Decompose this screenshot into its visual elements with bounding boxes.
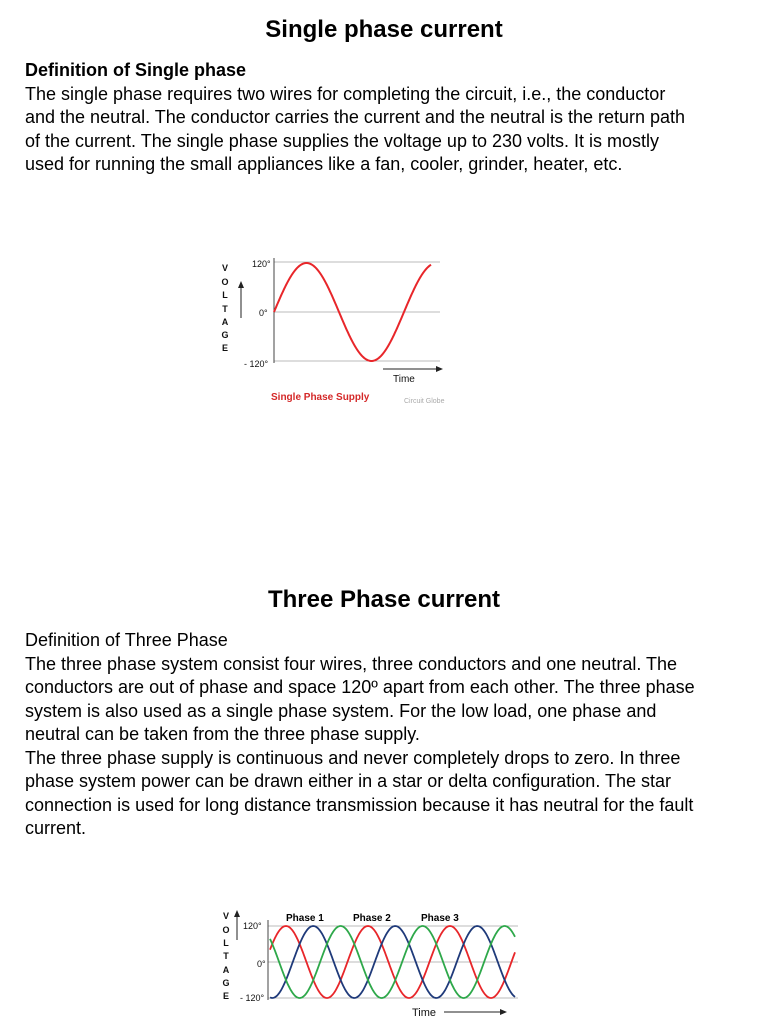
tick-bottom: - 120°	[244, 359, 269, 369]
section2-line: neutral can be taken from the three phase supply.	[25, 724, 420, 744]
axis-letter: A	[222, 965, 230, 975]
section1-title: Single phase current	[265, 16, 503, 43]
axis-letter: E	[222, 991, 230, 1001]
axis-letter: G	[221, 330, 229, 340]
legend-phase-2: Phase 2	[353, 913, 391, 924]
arrow-head-icon	[500, 1009, 507, 1015]
tick-mid: 0°	[257, 959, 266, 969]
arrow-head-icon	[436, 366, 443, 372]
tick-top: 120°	[243, 921, 262, 931]
section2-line: The three phase supply is continuous and never completely drops to zero. In three	[25, 747, 681, 768]
section1-subheading: Definition of Single phase	[25, 60, 247, 80]
axis-letter: E	[221, 343, 229, 353]
time-label: Time	[393, 374, 415, 385]
section2-title: Three Phase current	[267, 586, 501, 613]
axis-letter: G	[222, 978, 230, 988]
tick-top: 120°	[252, 259, 271, 269]
section1-line: used for running the small appliances like a fan, cooler, grinder, heater, etc.	[25, 154, 623, 174]
section1-line: and the neutral. The conductor carries the current and the neutral is the return path	[25, 107, 686, 127]
arrow-head-icon	[238, 281, 244, 288]
section2-line: conductors are out of phase and space 120º apart from each other. The three phase	[25, 677, 695, 697]
section1-body	[25, 59, 750, 177]
three-phase-figure	[0, 900, 768, 1024]
legend-phase-3: Phase 3	[421, 913, 459, 924]
axis-letter: T	[222, 304, 228, 314]
axis-letter: V	[221, 263, 229, 273]
axis-letter: T	[223, 951, 229, 961]
arrow-head-icon	[234, 910, 240, 917]
section2-line: system is also used as a single phase system. For the low load, one phase and	[25, 700, 657, 721]
axis-letter: O	[221, 277, 229, 287]
legend-phase-1: Phase 1	[286, 913, 324, 924]
section2-line: connection is used for long distance transmission because it has neutral for the fault	[25, 794, 694, 815]
section1-line: of the current. The single phase supplies the voltage up to 230 volts. It is mostly	[25, 130, 660, 151]
tick-mid: 0°	[259, 308, 268, 318]
section1-line: The single phase requires two wires for completing the circuit, i.e., the conductor	[25, 83, 666, 104]
axis-letter: O	[222, 925, 230, 935]
time-label: Time	[412, 1007, 437, 1019]
section2-line: The three phase system consist four wires, three conductors and one neutral. The	[25, 653, 678, 674]
watermark: Circuit Globe	[404, 398, 445, 405]
section2-line: current.	[25, 818, 87, 838]
axis-letter: V	[222, 911, 230, 921]
axis-letter: A	[221, 317, 229, 327]
axis-letter: L	[222, 290, 228, 300]
single-phase-figure	[0, 250, 768, 450]
section2-subheading: Definition of Three Phase	[25, 630, 228, 650]
section2-body	[25, 629, 750, 841]
section2-line: phase system power can be drawn either in a star or delta configuration. The star	[25, 771, 672, 791]
tick-bottom: - 120°	[240, 993, 265, 1003]
figure-caption: Single Phase Supply	[271, 392, 370, 403]
axis-letter: L	[223, 938, 229, 948]
